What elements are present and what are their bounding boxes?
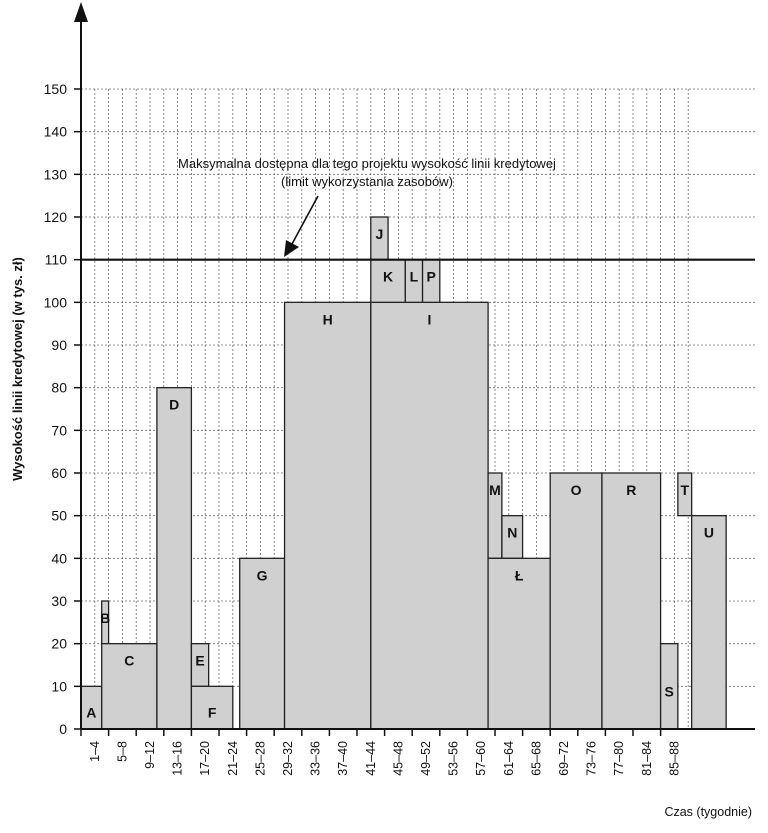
x-tick-label: 77–80 (612, 741, 627, 776)
block-label-G: G (256, 567, 268, 584)
x-tick-label: 61–64 (501, 741, 516, 776)
y-tick-label: 20 (51, 635, 67, 652)
x-tick-label: 65–68 (529, 741, 544, 776)
block-label-P: P (426, 268, 436, 285)
x-tick-label: 21–24 (225, 741, 240, 776)
block-O (550, 473, 602, 729)
y-tick-label: 50 (51, 507, 67, 524)
x-tick-label: 5–8 (115, 741, 130, 762)
block-label-O: O (570, 482, 582, 498)
y-tick-label: 150 (43, 81, 67, 97)
x-tick-label: 17–20 (198, 741, 213, 776)
limit-annotation-line1: Maksymalna dostępna dla tego projektu wysokość linii kredytowej (178, 156, 556, 171)
x-tick-label: 33–36 (308, 741, 323, 776)
block-label-E: E (195, 652, 205, 669)
y-tick-label: 90 (51, 337, 67, 353)
y-tick-label: 120 (43, 209, 67, 225)
block-label-T: T (680, 482, 690, 498)
block-D (157, 388, 192, 729)
x-tick-label: 69–72 (557, 741, 571, 776)
block-label-L: L (409, 268, 419, 285)
x-tick-label: 25–28 (253, 741, 268, 776)
x-tick-label: 73–76 (584, 741, 599, 776)
block-label-N: N (507, 524, 518, 541)
y-axis-label: Wysokość linii kredytowej (w tys. zł) (10, 257, 25, 481)
x-tick-label: 49–52 (419, 741, 433, 776)
block-label-D: D (169, 396, 180, 413)
block-label-Ł: Ł (514, 567, 524, 584)
x-tick-label: 85–88 (667, 741, 682, 776)
x-tick-label: 29–32 (281, 741, 295, 776)
block-G (240, 558, 285, 729)
block-label-R: R (626, 482, 637, 498)
block-label-F: F (207, 704, 217, 721)
y-tick-label: 60 (51, 465, 67, 481)
x-tick-label: 13–16 (170, 741, 185, 776)
block-label-U: U (703, 524, 714, 541)
block-label-S: S (664, 683, 674, 700)
x-tick-label: 57–60 (474, 741, 489, 776)
x-tick-label: 81–84 (639, 741, 654, 776)
block-label-I: I (427, 311, 432, 328)
block-label-K: K (382, 268, 394, 285)
block-U (692, 516, 727, 729)
block-R (602, 473, 661, 729)
y-axis-arrow-icon (74, 2, 88, 22)
x-tick-label: 41–44 (363, 741, 378, 776)
y-tick-label: 10 (51, 678, 67, 695)
y-tick-label: 110 (44, 251, 67, 268)
block-label-B: B (100, 610, 111, 626)
block-label-A: A (86, 704, 97, 721)
x-tick-label: 45–48 (391, 741, 406, 776)
block-Ł (488, 558, 550, 729)
limit-annotation (81, 156, 755, 260)
x-tick-label: 53–56 (446, 741, 461, 776)
block-label-M: M (489, 482, 501, 498)
block-label-J: J (375, 226, 384, 242)
y-tick-label: 140 (43, 123, 67, 140)
annotation-arrow (292, 196, 318, 244)
x-axis-label: Czas (tygodnie) (664, 805, 752, 819)
y-tick-label: 80 (51, 379, 67, 396)
block-label-H: H (322, 311, 333, 328)
block-H (285, 302, 371, 729)
y-tick-label: 70 (51, 422, 67, 439)
x-tick-label: 1–4 (87, 741, 102, 762)
y-tick-label: 30 (51, 593, 67, 609)
y-tick-label: 130 (43, 166, 67, 183)
x-tick-label: 9–12 (143, 741, 157, 769)
limit-annotation-line2: (limit wykorzystania zasobów) (281, 174, 453, 189)
block-label-C: C (124, 652, 135, 669)
annotation-arrowhead (284, 240, 299, 257)
y-tick-label: 0 (59, 721, 67, 737)
y-tick-label: 100 (43, 294, 67, 311)
x-tick-label: 37–40 (336, 741, 351, 776)
block-I (371, 302, 488, 729)
y-tick-label: 40 (51, 550, 67, 567)
